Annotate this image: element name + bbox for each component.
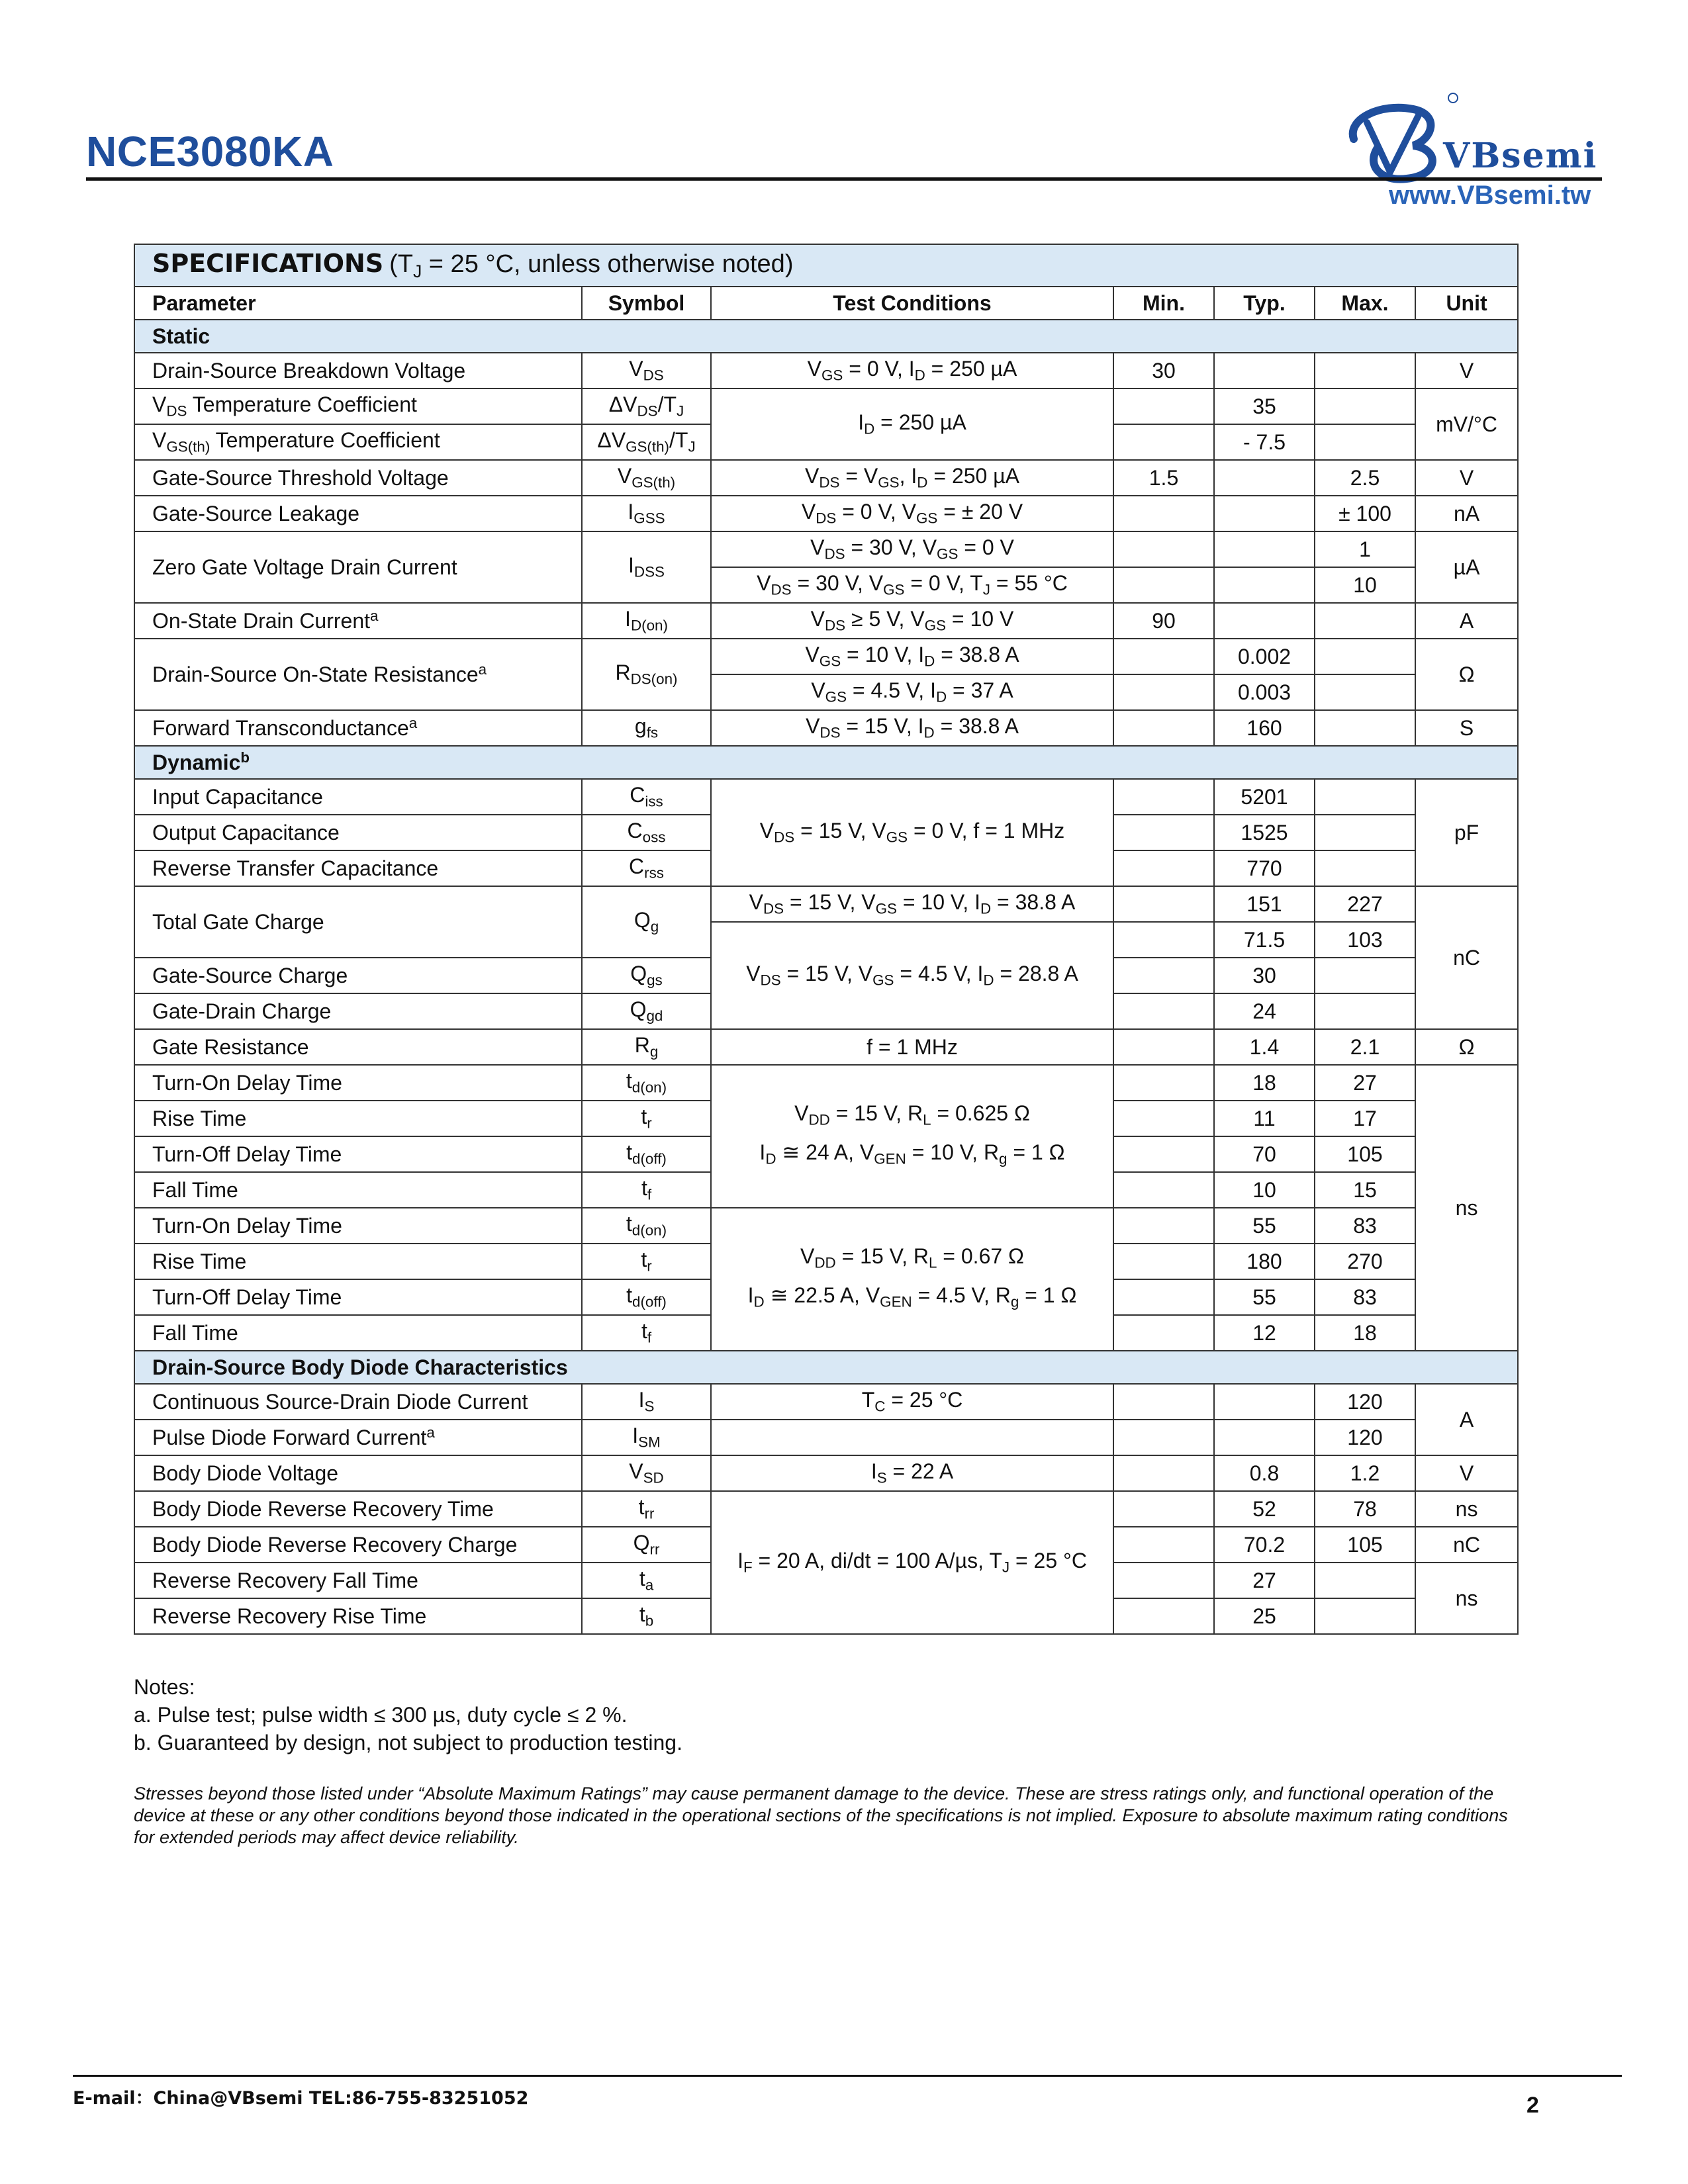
table-row: Zero Gate Voltage Drain Current $I_{DSS}$ $V_{DS} = 30$ V, $V_{GS} = 0$ V 1 µA bbox=[134, 531, 1518, 567]
page-number: 2 bbox=[1526, 2093, 1539, 2118]
col-typ: Typ. bbox=[1214, 287, 1315, 320]
part-number: NCE3080KA bbox=[86, 128, 334, 175]
table-row: Gate Resistance $R_g$ f = 1 MHz 1.4 2.1 Ω bbox=[134, 1029, 1518, 1065]
table-row: $V_{DS} = 15$ V, $V_{GS} = 4.5$ V, $I_D = 28.8$ A 71.5 103 bbox=[134, 922, 1518, 958]
table-row: Output Capacitance $C_{oss}$ 1525 bbox=[134, 815, 1518, 850]
table-row: Turn-Off Delay Time $t_{d(off)}$ 55 83 bbox=[134, 1279, 1518, 1315]
table-row: Input Capacitance $C_{iss}$ $V_{DS} = 15$ V, $V_{GS} = 0$ V, f = 1 MHz 5201 pF bbox=[134, 779, 1518, 815]
table-row: $V_{DS} = 30$ V, $V_{GS} = 0$ V, $T_J = 55$ °C 10 bbox=[134, 567, 1518, 603]
table-row: Body Diode Voltage $V_{SD}$ $I_S = 22$ A 0.8 1.2 V bbox=[134, 1455, 1518, 1491]
col-min: Min. bbox=[1113, 287, 1214, 320]
table-row: Rise Time $t_r$ 11 17 bbox=[134, 1101, 1518, 1136]
section-static: Static bbox=[134, 320, 1518, 353]
table-subtitle: ($T_J = 25$ °C, unless otherwise noted) bbox=[389, 250, 794, 281]
table-row: Fall Time $t_f$ 12 18 bbox=[134, 1315, 1518, 1351]
table-row: Gate-Source Leakage $I_{GSS}$ $V_{DS} = 0$ V, $V_{GS}$ = ± 20 V ± 100 nA bbox=[134, 496, 1518, 531]
table-row: Gate-Source Threshold Voltage $V_{GS(th)}$ $V_{DS} = V_{GS}$, $I_D = 250$ µA 1.5 2.5 V bbox=[134, 460, 1518, 496]
table-row: Pulse Diode Forward Current$^a$ $I_{SM}$ 120 bbox=[134, 1420, 1518, 1455]
note-b: b. Guaranteed by design, not subject to production testing. bbox=[134, 1731, 682, 1754]
table-row: Drain-Source Breakdown Voltage $V_{DS}$ $V_{GS} = 0$ V, $I_D = 250$ µA 30 V bbox=[134, 353, 1518, 388]
table-row: Forward Transconductance$^a$ $g_{fs}$ $V_{DS} = 15$ V, $I_D = 38.8$ A 160 S bbox=[134, 710, 1518, 746]
col-test-conditions: Test Conditions bbox=[711, 287, 1113, 320]
table-row: Turn-On Delay Time $t_{d(on)}$ $V_{DD} = 15$ V, $R_L = 0.625$ Ω $I_D$ ≅ 24 A, $V_{GEN} = 10$ V, $R_g = 1$ Ω 18 27 ns bbox=[134, 1065, 1518, 1101]
table-row: Drain-Source On-State Resistance$^a$ $R_{DS(on)}$ $V_{GS} = 10$ V, $I_D = 38.8$ A 0.002 Ω bbox=[134, 639, 1518, 674]
notes-heading: Notes: bbox=[134, 1675, 195, 1699]
table-row: Reverse Transfer Capacitance $C_{rss}$ 770 bbox=[134, 850, 1518, 886]
website-link[interactable]: www.VBsemi.tw bbox=[1389, 181, 1591, 210]
table-row: Total Gate Charge $Q_g$ $V_{DS} = 15$ V, $V_{GS} = 10$ V, $I_D = 38.8$ A 151 227 nC bbox=[134, 886, 1518, 922]
specifications-table bbox=[134, 244, 1517, 1635]
table-row: Fall Time $t_f$ 10 15 bbox=[134, 1172, 1518, 1208]
footer-contact: E-mail：China@VBsemi TEL:86-755-83251052 bbox=[73, 2088, 529, 2109]
table-title-row bbox=[134, 244, 1518, 287]
table-row: Turn-On Delay Time $t_{d(on)}$ $V_{DD} = 15$ V, $R_L = 0.67$ Ω $I_D$ ≅ 22.5 A, $V_{GEN} = 4.5$ V, $R_g = 1$ Ω 55 83 bbox=[134, 1208, 1518, 1244]
disclaimer: Stresses beyond those listed under “Absolute Maximum Ratings” may cause permanent damage to the device. These are stress ratings only, and functional operation of the device at these or any other conditions beyond those indicated in the operational sections of the specifications is not implied. Exposure to absolute maximum rating conditions for extended periods may affect device reliability. bbox=[134, 1784, 1508, 1847]
header-rule bbox=[86, 177, 1602, 181]
note-a: a. Pulse test; pulse width ≤ 300 µs, duty cycle ≤ 2 %. bbox=[134, 1703, 628, 1727]
table-row: Turn-Off Delay Time $t_{d(off)}$ 70 105 bbox=[134, 1136, 1518, 1172]
table-row: On-State Drain Current$^a$ $I_{D(on)}$ $V_{DS} \ge 5$ V, $V_{GS} = 10$ V 90 A bbox=[134, 603, 1518, 639]
table-row: Reverse Recovery Fall Time $t_a$ 27 ns bbox=[134, 1563, 1518, 1598]
logo-text: VBsemi bbox=[1443, 136, 1598, 176]
column-header-row bbox=[134, 287, 1518, 320]
section-dynamic: Dynamic$^b$ bbox=[134, 746, 1518, 779]
col-unit: Unit bbox=[1415, 287, 1518, 320]
table-row: Body Diode Reverse Recovery Time $t_{rr}$ $I_F = 20$ A, di/dt = 100 A/µs, $T_J = 25$ °C 52 78 ns bbox=[134, 1491, 1518, 1527]
table-row: Gate-Source Charge $Q_{gs}$ 30 bbox=[134, 958, 1518, 993]
table-row: Gate-Drain Charge $Q_{gd}$ 24 bbox=[134, 993, 1518, 1029]
notes bbox=[134, 1673, 682, 1756]
col-parameter: Parameter bbox=[134, 287, 582, 320]
table-row: $V_{DS}$ Temperature Coefficient $\Delta V_{DS}/T_J$ $I_D = 250$ µA 35 mV/°C bbox=[134, 388, 1518, 424]
table-title: SPECIFICATIONS bbox=[152, 249, 384, 279]
table-row: $V_{GS(th)}$ Temperature Coefficient $\Delta V_{GS(th)}/T_J$ - 7.5 bbox=[134, 424, 1518, 460]
col-max: Max. bbox=[1315, 287, 1415, 320]
table-row: $V_{GS} = 4.5$ V, $I_D = 37$ A 0.003 bbox=[134, 674, 1518, 710]
col-symbol: Symbol bbox=[582, 287, 711, 320]
footer-rule bbox=[73, 2075, 1622, 2077]
table-row: Body Diode Reverse Recovery Charge $Q_{rr}$ 70.2 105 nC bbox=[134, 1527, 1518, 1563]
table-row: Continuous Source-Drain Diode Current $I_S$ $T_C = 25$ °C 120 A bbox=[134, 1384, 1518, 1420]
table-row: Rise Time $t_r$ 180 270 bbox=[134, 1244, 1518, 1279]
section-diode: Drain-Source Body Diode Characteristics bbox=[134, 1351, 1518, 1384]
table-row: Reverse Recovery Rise Time $t_b$ 25 bbox=[134, 1598, 1518, 1634]
